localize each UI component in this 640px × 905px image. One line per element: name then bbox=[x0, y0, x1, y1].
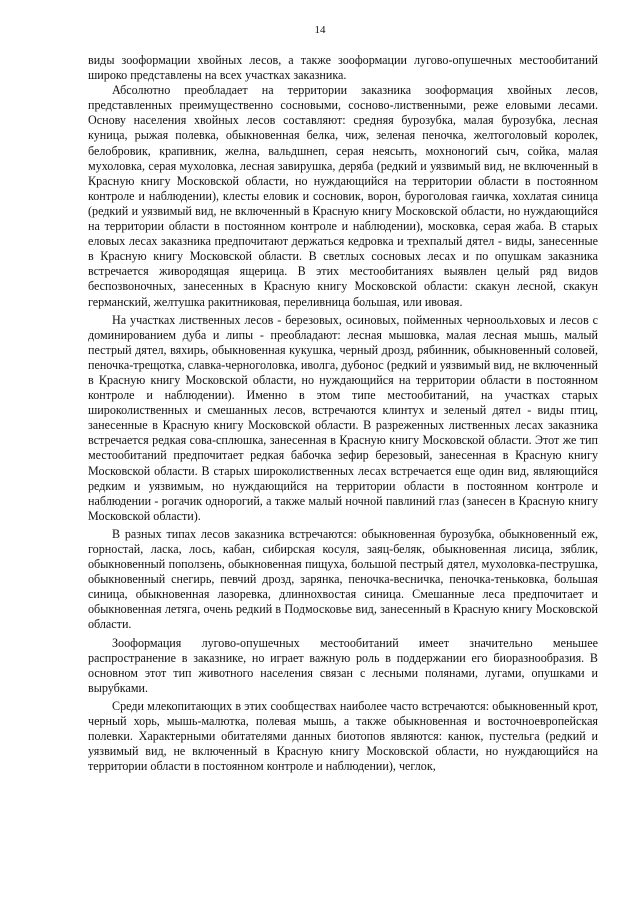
paragraph-coniferous-forests: Абсолютно преобладает на территории заказника зоoформация хвойных лесов, представленных преимущественно сосновыми, сосново-лиственными, реже еловыми лесами. Основу населения хвойных лесов составляют: средняя бурозубка, малая бурозубка, лесная куница, рыжая полевка, обыкновенная белка, чиж, зеленая пеночка, желтоголовый королек, белобровик, крапивник, желна, вальдшнеп, серая неясыть, мохноногий сыч, сойка, малая мухоловка, серая мухоловка, лесная завирушка, деряба (редкий и уязвимый вид, не включенный в Красную книгу Московской области, но нуждающийся на территории области в постоянном контроле и наблюдении), клесты еловик и сосновик, ворон, буроголовая гаичка, хохлатая синица (редкий и уязвимый вид, не включенный в Красную книгу Московской области, но нуждающийся на территории области в постоянном контроле и наблюдении), московка, серая жаба. В старых еловых лесах заказника предпочитают держаться кедровка и трехпалый дятел - виды, занесенные в Красную книгу Московской области. В светлых сосновых лесах и по опушкам заказника встречается живородящая ящерица. В этих местообитаниях выявлен целый ряд видов беспозвоночных, занесенных в Красную книгу Московской области: скакун лесной, скакун германский, желтушка ракитниковая, переливница большая, или ивовая. bbox=[88, 83, 598, 309]
page-body bbox=[88, 53, 598, 774]
paragraph-meadow-edge-habitats: Зоoформация лугово-опушечных местообитаний имеет значительно меньшее распространение в заказнике, но играет важную роль в поддержании его биоразнообразия. В основном этот тип животного населения связан с лесными полянами, лугами, опушками и вырубками. bbox=[88, 635, 598, 695]
paragraph-mammals: Среди млекопитающих в этих сообществах наиболее часто встречаются: обыкновенный крот, черный хорь, мышь-малютка, полевая мышь, а также обыкновенная и восточноевропейская полевки. Характерными обитателями данных биотопов являются: канюк, пустельга (редкий и уязвимый вид, не включенный в Красную книгу Московской области, но нуждающийся на территории области в постоянном контроле и наблюдении), чеглок, bbox=[88, 698, 598, 774]
page-number: 14 bbox=[314, 24, 326, 36]
paragraph-various-forests: В разных типах лесов заказника встречаются: обыкновенная бурозубка, обыкновенный еж, горностай, ласка, лось, кабан, сибирская косуля, заяц-беляк, обыкновенная лисица, зяблик, обыкновенный поползень, обыкновенная пищуха, большой пестрый дятел, мухоловка-пеструшка, обыкновенный снегирь, певчий дрозд, зарянка, пеночка-весничка, пеночка-теньковка, большая синица, обыкновенная лазоревка, длиннохвостая синица. Смешанные леса предпочитает и обыкновенная летяга, очень редкий в Подмосковье вид, занесенный в Красную книгу Московской области. bbox=[88, 526, 598, 632]
paragraph-deciduous-forests: На участках лиственных лесов - березовых, осиновых, пойменных черноольховых и лесов с доминированием дуба и липы - преобладают: лесная мышовка, малая лесная мышь, малый пестрый дятел, вяхирь, обыкновенная кукушка, черный дрозд, рябинник, обыкновенный соловей, пеночка-трещотка, славка-черноголовка, иволга, дубонос (редкий и уязвимый вид, не включенный в Красную книгу Московской области, но нуждающийся на территории области в постоянном контроле и наблюдении). Именно в этом типе местообитаний, на участках старых широколиственных и смешанных лесов, встречаются клинтух и зеленый дятел - виды птиц, занесенные в Красную книгу Московской области. В разреженных лиственных лесах заказника встречается редкая сова-сплюшка, занесенная в Красную книгу Московской области. Этот же тип местообитаний предпочитает редкая бабочка зефир березовый, занесенная в Красную книгу Московской области. В старых широколиственных лесах встречается еще один вид, являющийся редким и уязвимым, но нуждающийся на территории области в постоянном контроле и наблюдении - рогачик однорогий, а также малый ночной павлиний глаз (занесен в Красную книгу Московской области). bbox=[88, 312, 598, 523]
paragraph-continuation: виды зоoформации хвойных лесов, а также зоoформации лугово-опушечных местообитаний широко представлены на всех участках заказника. bbox=[88, 53, 598, 83]
